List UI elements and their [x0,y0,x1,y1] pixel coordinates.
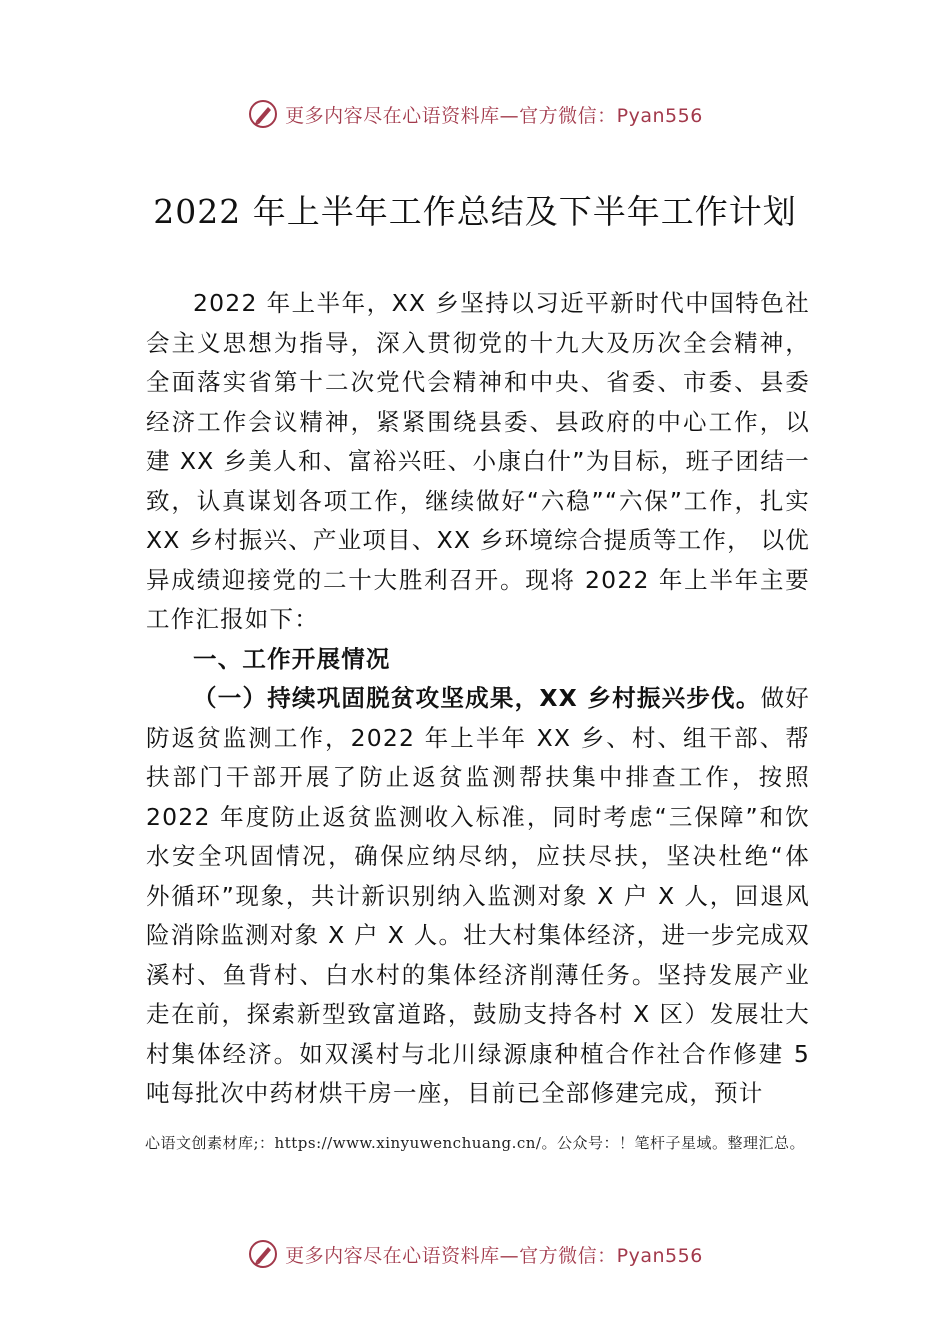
document-body [146,284,810,1114]
section-heading: 一、工作开展情况 [193,644,391,673]
watermark-text: 更多内容尽在心语资料库—官方微信：Pyan556 [285,1244,703,1267]
intro-paragraph: 2022 年上半年，XX 乡坚持以习近平新时代中国特色社会主义思想为指导，深入贯彻党的十九大及历次全会精神， 全面落实省第十二次党代会精神和中央、省委、市委、县委经济工作会议精神，紧紧围绕县委、县政府的中心工作，以建 XX 乡美人和、富裕兴旺、小康白什”为目标，班子团结一致，认真谋划各项工作，继续做好“六稳”“六保”工作，扎实 XX 乡村振兴、产业项目、XX 乡环境综合提质等工作， 以优异成绩迎接党的二十大胜利召开。现将 2022 年上半年主要工作汇报如下： [146,289,810,633]
watermark-text: 更多内容尽在心语资料库—官方微信：Pyan556 [285,104,703,127]
watermark-banner-bottom [0,1234,950,1274]
subsection-heading: （一）持续巩固脱贫攻坚成果，XX 乡村振兴步伐。 [193,684,761,712]
pen-circle-icon [247,1238,279,1270]
watermark-banner-top [0,94,950,134]
footer-note: 心语文创素材库;：https://www.xinyuwenchuang.cn/。公众号：！笔杆子星域。整理汇总。 [145,1134,805,1152]
document-title: 2022 年上半年工作总结及下半年工作计划 [153,192,797,231]
pen-circle-icon [247,98,279,130]
subsection-paragraph [146,679,810,1114]
subsection-body: 做好防返贫监测工作，2022 年上半年 XX 乡、村、组干部、帮扶部门干部开展了防止返贫监测帮扶集中排查工作，按照 2022 年度防止返贫监测收入标准，同时考虑“三保障”和饮水安全巩固情况，确保应纳尽纳，应扶尽扶，坚决杜绝“体 外循环”现象，共计新识别纳入监测对象 X 户 X 人，回退风险消除监测对象 X 户 X 人。壮大村集体经济，进一步完成双溪村、鱼背村、白水村的集体经济削薄任务。坚持发展产业走在前，探索新型致富道路，鼓励支持各村 X 区）发展壮大村集体经济。如双溪村与北川绿源康种植合作社合作修建 5 吨每批次中药材烘干房一座，目前已全部修建完成，预计 [146,684,811,1107]
